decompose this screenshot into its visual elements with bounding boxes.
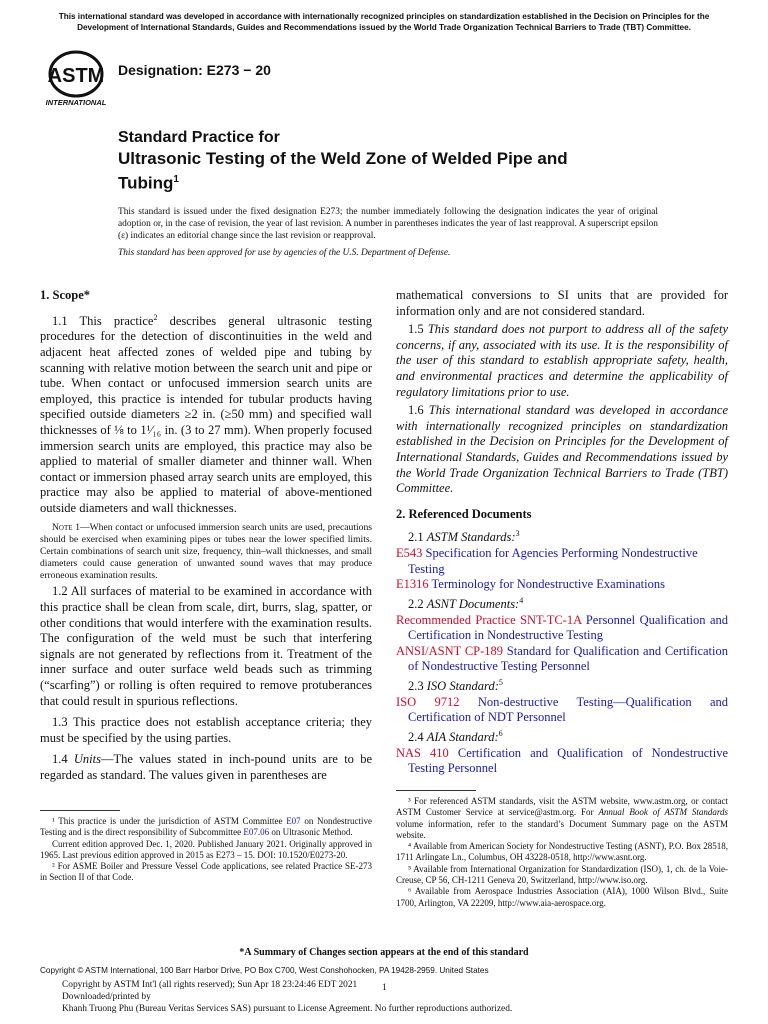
para-1-6: 1.6 This international standard was developed in accordance with internationally recognized principles on standardization established in the Decision on Principles for the Development of International Standards, Guides and Recommendations issued by the World Trade Organization Technical Barriers to Trade (TBT) Committee. [396,403,728,496]
section-2-1: 2.1 ASTM Standards:$^3$ [408,529,520,545]
ref-snt-tc-1a[interactable] [396,613,728,644]
link-e07[interactable]: E07 [286,816,301,826]
para-1-5: 1.5 This standard does not purport to address all of the safety concerns, if any, associated with its use. It is the responsibility of the user of this standard to establish appropriate safety, health, and environmental practices and determine the applicability of regulatory limitations prior to use. [396,322,729,399]
title-line2: Ultrasonic Testing of the Weld Zone of Welded Pipe and [118,149,568,168]
right-column [396,288,728,777]
section-2-3: 2.3 ISO Standard:$^5$ [408,677,503,694]
footnote-1: ¹ This practice is under the jurisdiction of ASTM Committee E07 on Nondestructive Testing and is the direct responsibility of Subcommittee E07.06 on Ultrasonic Method. [40,816,373,838]
issuance-statement: This standard is issued under the fixed designation E273; the number immediately following the designation indicates the year of original adoption or, in the case of revision, the year of last revision. A number in parentheses indicates the year of last reapproval. A superscript epsilon (ε) indicates an editorial change since the last revision or reapproval. [118,207,658,241]
footnotes-right [396,796,728,909]
footnote-3: ³ For referenced ASTM standards, visit the ASTM website, www.astm.org, or contact ASTM Customer Service at service@astm.org. For Annual Book of ASTM Standards volume information, refer to the standard’s Document Summary page on the ASTM website. [396,796,728,840]
section-2-4: 2.4 AIA Standard:$^6$ [408,728,503,745]
ref-nas-410[interactable] [396,746,728,777]
ref-nas-title[interactable]: Certification and Qualification of Nondestructive Testing Personnel [408,745,728,776]
footnote-rule-right [396,790,476,791]
para-1-2: 1.2 All surfaces of material to be examined in accordance with this practice shall be clean from scale, dirt, burrs, slag, spatter, or other conditions that would interfere with the examination results. The configuration of the weld must be such that interfering signals are not generated by reflections from it. Treatment of the inner surface and outer surface weld beads such as trimming (“scarfing”) or rolling is often required to remove protuberances that could result in spurious reflections. [40,584,372,708]
para-1-4-continued: mathematical conversions to SI units that are provided for information only and are not considered standard. [396,288,728,318]
ref-e1316[interactable] [396,577,728,593]
left-column [40,288,372,784]
footnotes-left [40,816,372,884]
footnote-2: ² For ASME Boiler and Pressure Vessel Code applications, see related Practice SE-273 in Section II of that Code. [40,861,372,883]
astm-logo [40,50,112,108]
ref-e1316-code[interactable]: E1316 [396,577,429,592]
tbt-notice-line2: Development of International Standards, Guides and Recommendations issued by the World Trade Organization Technical Barriers to Trade (TBT) Committee. [77,22,691,32]
dod-approval: This standard has been approved for use by agencies of the U.S. Department of Defense. [118,248,451,258]
title-footnote-mark: 1 [173,174,179,185]
license-line2: Downloaded/printed by [62,992,151,1002]
tbt-notice-line1: This international standard was developed in accordance with internationally recognized principles on standardization established in the Decision on Principles for the [58,12,710,21]
license-block [62,979,512,1015]
para-1-1: 1.1 This practice$^2$ describes general ultrasonic testing procedures for the detection of discontinuities in the weld and adjacent heat affected zones of welded pipe and tubing by scanning with relative motion between the search unit and pipe or tube. When contact or unfocused immersion search units are employed, this practice is intended for tubular products having specified outside diameters ≥2 in. (≥50 mm) and specified wall thicknesses of ⅛ to 1¹⁄₁₆ in. (3 to 27 mm). When properly focused immersion search units are employed, this practice may also be applied to material of smaller diameter and thinner wall. When contact or immersion phased array search units are employed, this practice may also be applied to material of above-mentioned outside diameters and wall thicknesses. [40,312,372,515]
license-line3: Khanh Truong Phu (Bureau Veritas Services SAS) pursuant to License Agreement. No further reproductions authorized. [62,1004,513,1014]
ref-e1316-title[interactable]: Terminology for Nondestructive Examinations [431,577,665,592]
title-line1: Standard Practice for [118,129,280,146]
summary-of-changes-note: *A Summary of Changes section appears at the end of this standard [239,947,529,958]
footnote-5: ⁵ Available from International Organization for Standardization (ISO), 1, ch. de la Voie-Creuse, CP 56, CH-1211 Geneva 20, Switzerland, http://www.iso.org. [396,863,728,886]
referenced-documents-heading: 2. Referenced Documents [396,506,532,521]
footnote-4: ⁴ Available from American Society for Nondestructive Testing (ASNT), P.O. Box 28518, 1711 Arlingate Ln., Columbus, OH 43228-0518, http://www.asnt.org. [396,841,728,863]
ref-iso-9712[interactable] [396,695,728,726]
para-1-4: 1.4 Units—The values stated in inch-pound units are to be regarded as standard. The values given in parentheses are [40,752,372,782]
ref-iso-code[interactable]: ISO 9712 [396,694,460,709]
ref-cp189-title[interactable]: Standard for Qualification and Certification of Nondestructive Testing Personnel [408,643,729,674]
section-2-2: 2.2 ASNT Documents:$^4$ [408,595,524,611]
footnote-6: ⁶ Available from Aerospace Industries Association (AIA), 1000 Wilson Blvd., Suite 1700, Arlington, VA 22209, http://www.aia-aerospace.org. [396,886,728,908]
ref-iso-title[interactable]: Non-destructive Testing—Qualification and Certification of NDT Personnel [408,694,728,725]
astm-logo-icon [40,50,112,108]
tbt-notice [40,12,728,33]
copyright-line: Copyright © ASTM International, 100 Barr Harbor Drive, PO Box C700, West Conshohocken, PA 19428-2959. United States [40,966,489,975]
ref-cp189-code[interactable]: ANSI/ASNT CP-189 [396,643,504,658]
page-number: 1 [382,983,387,993]
ref-snt-code[interactable]: Recommended Practice SNT-TC-1A [396,612,582,627]
astm-logo-text: ASTM [47,65,105,87]
ref-snt-title[interactable]: Personnel Qualification and Certification in Nondestructive Testing [408,612,728,643]
document-title [118,128,718,194]
footnote-rule-left [40,810,120,811]
title-line3: Tubing [118,173,174,193]
scope-heading: 1. Scope* [40,288,90,302]
designation: Designation: E273 − 20 [118,62,271,78]
link-e07-06[interactable]: E07.06 [243,827,270,838]
ref-cp-189[interactable] [396,644,728,675]
astm-logo-sub: INTERNATIONAL [45,98,107,107]
footnote-1-edition: Current edition approved Dec. 1, 2020. Published January 2021. Originally approved in 1965. Last previous edition approved in 2015 as E273 – 15. DOI: 10.1520/E0273-20. [40,838,372,860]
note-1: Note 1—When contact or unfocused immersion search units are used, precautions should be exercised when examining pipes or tubes near the lower specified limits. Certain combinations of search unit size, frequency, thin–wall thicknesses, and small diameters could cause generation of unwanted sound waves that may produce erroneous examination results. [40,522,372,581]
ref-e543-title[interactable]: Specification for Agencies Performing Nondestructive Testing [408,546,698,576]
ref-e543-code[interactable]: E543 [396,546,423,561]
ref-e543[interactable] [396,546,728,577]
license-line1: Copyright by ASTM Int'l (all rights reserved); Sun Apr 18 23:24:46 EDT 2021 [62,980,358,990]
ref-nas-code[interactable]: NAS 410 [396,745,449,760]
para-1-3: 1.3 This practice does not establish acceptance criteria; they must be specified by the using parties. [40,715,372,745]
